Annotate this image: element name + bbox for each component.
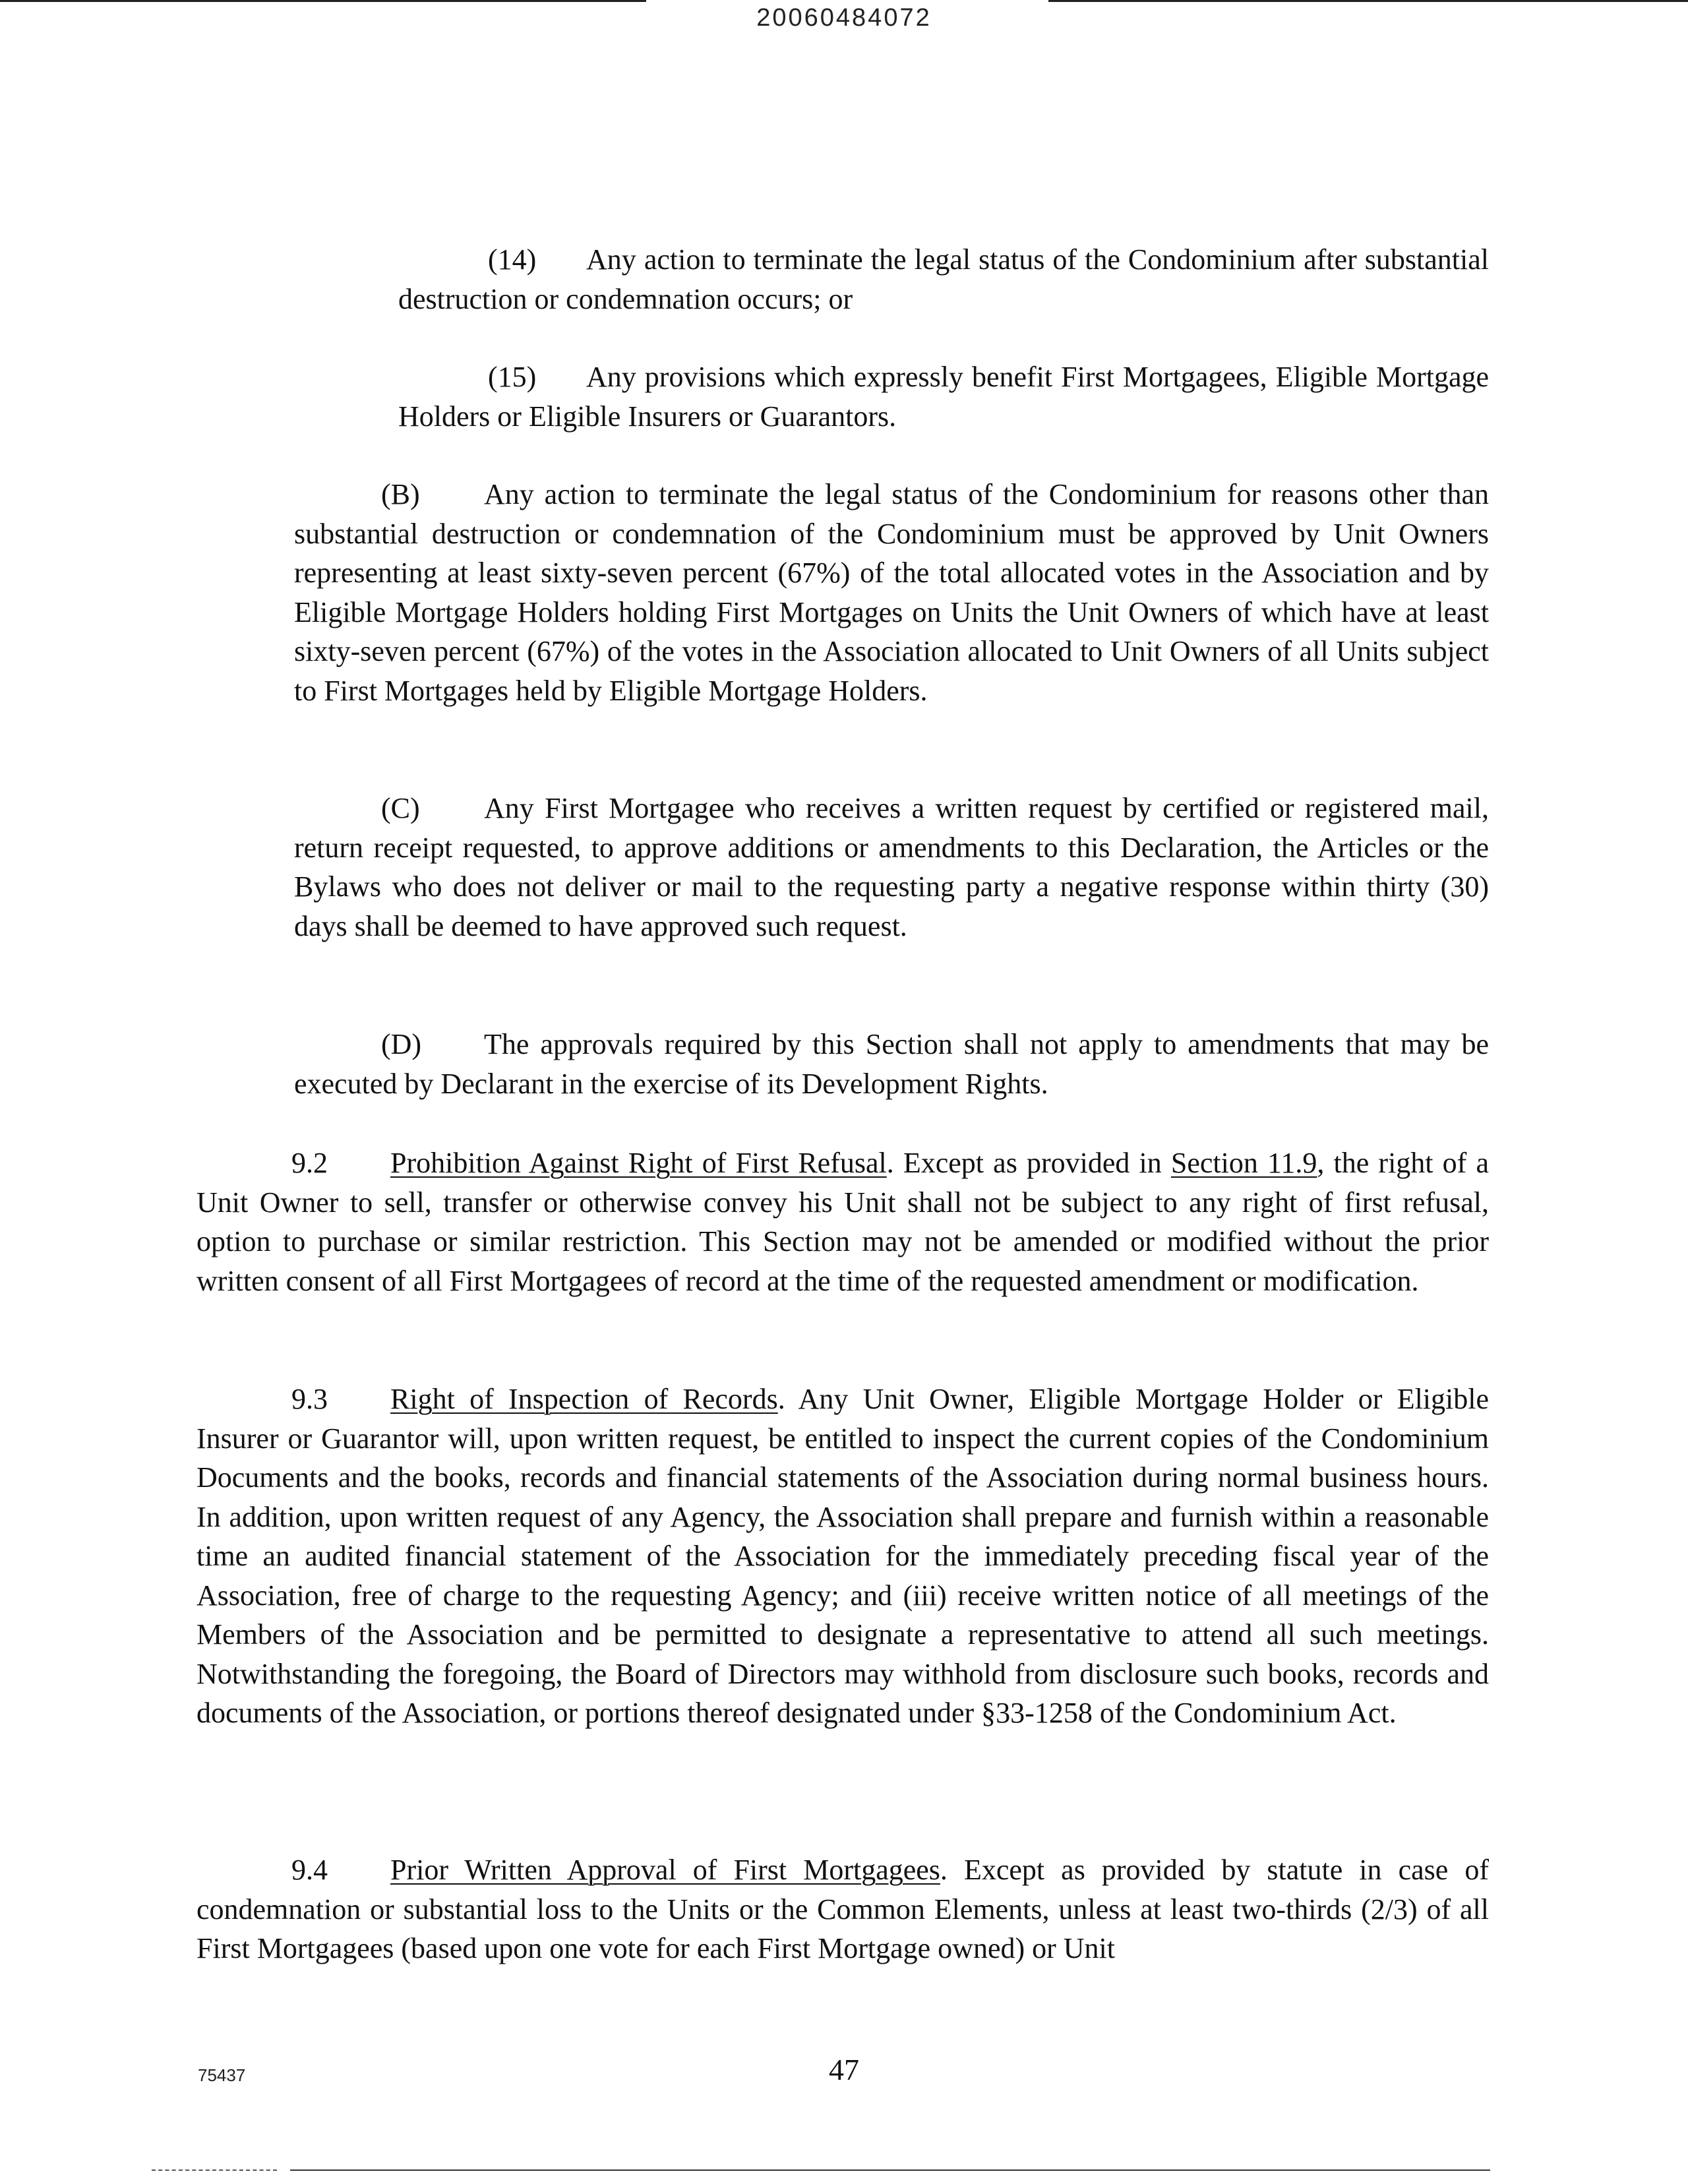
section-9-4 — [196, 1850, 1489, 1968]
section-9-4-heading: Prior Written Approval of First Mortgagees — [390, 1854, 940, 1886]
bottom-rule-dashed — [152, 2169, 277, 2171]
section-9-3-number: 9.3 — [291, 1383, 328, 1415]
page-number: 47 — [829, 2053, 859, 2086]
item-b-label: (B) — [381, 478, 420, 510]
footer-document-code: 75437 — [198, 2065, 246, 2085]
item-14-text: Any action to terminate the legal status of the Condominium after substantial destruction or condemnation occurs; or — [398, 243, 1489, 315]
section-9-4-number: 9.4 — [291, 1854, 328, 1886]
section-11-9-reference: Section 11.9 — [1170, 1147, 1317, 1179]
section-9-3-heading: Right of Inspection of Records — [390, 1383, 778, 1415]
top-rule-left — [0, 0, 646, 2]
top-rule-right — [1048, 0, 1688, 2]
item-d — [294, 1025, 1489, 1103]
item-15 — [398, 357, 1489, 436]
item-15-label: (15) — [488, 361, 537, 393]
section-9-2-text-a: . Except as provided in — [886, 1147, 1171, 1179]
section-9-4-text: . Except as provided by statute in case of condemnation or substantial loss to the Units or the Common Elements, unless at least two-thirds (2/3) of all First Mortgagees (based upon one vote for each First Mortgage owned) or Unit — [196, 1854, 1489, 1964]
item-c — [294, 789, 1489, 946]
item-b-text: Any action to terminate the legal status of the Condominium for reasons other than substantial destruction or condemnation of the Condominium must be approved by Unit Owners representing at least sixty-seven percent (67%) of the total allocated votes in the Association and by Eligible Mortgage Holders holding First Mortgages on Units the Unit Owners of which have at least sixty-seven percent (67%) of the votes in the Association allocated to Unit Owners of all Units subject to First Mortgages held by Eligible Mortgage Holders. — [294, 478, 1489, 707]
item-d-label: (D) — [381, 1028, 422, 1060]
item-14-label: (14) — [488, 243, 537, 276]
item-c-label: (C) — [381, 792, 420, 824]
section-9-2 — [196, 1143, 1489, 1300]
bottom-rule — [290, 2169, 1490, 2171]
item-c-text: Any First Mortgagee who receives a written request by certified or registered mail, return receipt requested, to approve additions or amendments to this Declaration, the Articles or the Bylaws who does not deliver or mail to the requesting party a negative response within thirty (30) days shall be deemed to have approved such request. — [294, 792, 1489, 942]
item-b — [294, 475, 1489, 710]
item-14 — [398, 240, 1489, 318]
section-9-2-heading: Prohibition Against Right of First Refusal — [390, 1147, 887, 1179]
section-9-3-text: . Any Unit Owner, Eligible Mortgage Holder or Eligible Insurer or Guarantor will, upon written request, be entitled to inspect the current copies of the Condominium Documents and the books, records and financial statements of the Association during normal business hours. In addition, upon written request of any Agency, the Association shall prepare and furnish within a reasonable time an audited financial statement of the Association for the immediately preceding fiscal year of the Association, free of charge to the requesting Agency; and (iii) receive written notice of all meetings of the Members of the Association and be permitted to designate a representative to attend all such meetings. Notwithstanding the foregoing, the Board of Directors may withhold from disclosure such books, records and documents of the Association, or portions thereof designated under §33-1258 of the Condominium Act. — [196, 1383, 1489, 1729]
document-id: 20060484072 — [756, 4, 932, 32]
section-9-3 — [196, 1380, 1489, 1733]
item-15-text: Any provisions which expressly benefit First Mortgagees, Eligible Mortgage Holders or Eligible Insurers or Guarantors. — [398, 361, 1489, 433]
item-d-text: The approvals required by this Section shall not apply to amendments that may be executed by Declarant in the exercise of its Development Rights. — [294, 1028, 1489, 1100]
section-9-2-text-b: , the right of a Unit Owner to sell, transfer or otherwise convey his Unit shall not be subject to any right of first refusal, option to purchase or similar restriction. This Section may not be amended or modified without the prior written consent of all First Mortgagees of record at the time of the requested amendment or modification. — [196, 1147, 1489, 1297]
section-9-2-number: 9.2 — [291, 1147, 328, 1179]
